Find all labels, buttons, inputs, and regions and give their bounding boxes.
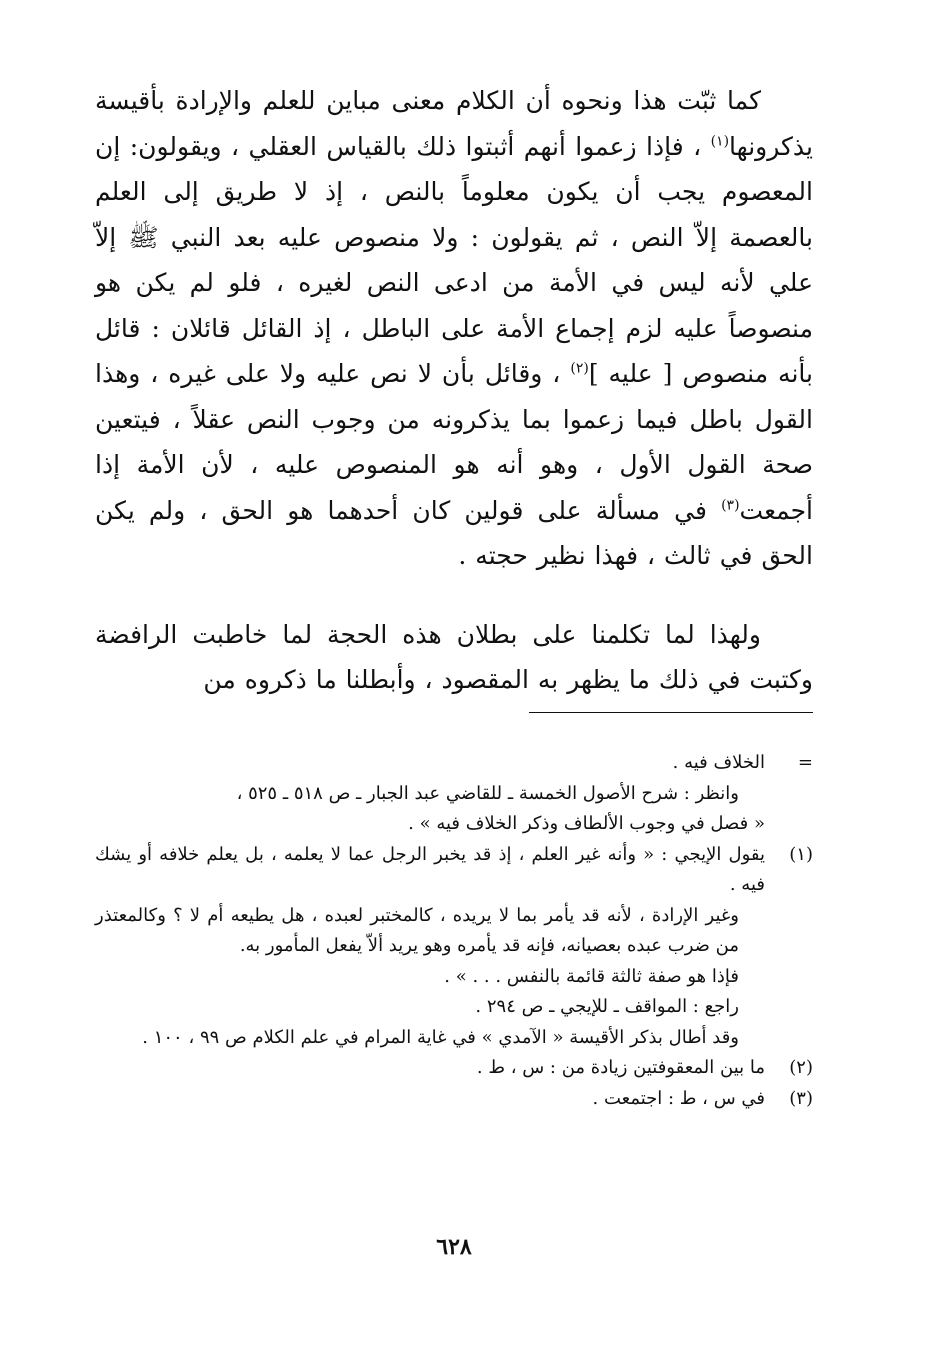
footnote-text: ما بين المعقوفتين زيادة من : س ، ط . <box>476 1057 765 1078</box>
footnote-separator <box>529 712 813 713</box>
paragraph-1-part-c: ، وقائل بأن لا نص عليه ولا على غيره ، وهذا القول باطل فيما زعموا بما يذكرونه من وجوب النص عقلاً ، فيتعين صحة القول الأول ، وهو أنه هو المنصوص عليه ، لأن الأمة إذا أجمعت <box>95 359 813 525</box>
footnote-text: فإذا هو صفة ثالثة قائمة بالنفس . . . » . <box>444 965 739 987</box>
continuation-mark: = <box>797 752 813 773</box>
footnote-ref-2: (٢) <box>570 360 589 377</box>
footnote-ref-3: (٣) <box>721 497 740 514</box>
footnote-continuation <box>95 748 813 840</box>
continuation-line: الخلاف فيه . <box>672 752 765 773</box>
footnote-number: (٣) <box>789 1087 813 1109</box>
footnote-number: (١) <box>789 843 813 865</box>
paragraph-1-part-a: كما ثبّت هذا ونحوه أن الكلام معنى مباين للعلم والإرادة بأقيسة يذكرونها <box>95 86 813 161</box>
footnote-1 <box>95 840 813 1054</box>
book-page <box>95 70 813 1300</box>
continuation-line: وانظر : شرح الأصول الخمسة ـ للقاضي عبد الجبار ـ ص ٥١٨ ـ ٥٢٥ ، <box>236 782 739 804</box>
footnote-text: وغير الإرادة ، لأنه قد يأمر بما لا يريده ، كالمختبر لعبده ، هل يطيعه أم لا ؟ وكالمعتذر من ضرب عبده بعصيانه، فإنه قد يأمره وهو يريد ألاّ يفعل المأمور به. <box>95 904 739 956</box>
footnote-text: في س ، ط : اجتمعت . <box>592 1087 765 1109</box>
footnotes <box>95 748 813 1114</box>
main-text <box>95 78 813 703</box>
paragraph-1-part-b: ، فإذا زعموا أنهم أثبتوا ذلك بالقياس العقلي ، ويقولون: إن المعصوم يجب أن يكون معلوماً بالنص ، إذ لا طريق إلى العلم بالعصمة إلاّ النص ، ثم يقولون : ولا منصوص عليه بعد النبي ﷺ إلاّ علي لأنه ليس في الأمة من ادعى النص لغيره ، فلو لم يكن هو منصوصاً عليه لزم إجماع الأمة على الباطل ، إذ القائل قائلان : قائل بأنه منصوص [ عليه ] <box>95 131 813 388</box>
page-number: ٦٢٨ <box>436 1234 472 1260</box>
footnote-number: (٢) <box>789 1057 813 1078</box>
paragraph-1 <box>95 78 813 579</box>
footnote-text: وقد أطال بذكر الأقيسة « الآمدي » في غاية المرام في علم الكلام ص ٩٩ ، ١٠٠ . <box>142 1026 739 1048</box>
paragraph-2: ولهذا لما تكلمنا على بطلان هذه الحجة لما خاطبت الرافضة وكتبت في ذلك ما يظهر به المقصود ، وأبطلنا ما ذكروه من <box>95 619 813 694</box>
continuation-line: « فصل في وجوب الألطاف وذكر الخلاف فيه » . <box>408 813 765 834</box>
footnote-text: يقول الإيجي : « وأنه غير العلم ، إذ قد يخبر الرجل عما لا يعلمه ، بل يعلم خلافه أو يشك فيه . <box>95 843 765 895</box>
footnote-2 <box>95 1053 813 1084</box>
footnote-text: راجع : المواقف ـ للإيجي ـ ص ٢٩٤ . <box>475 996 739 1017</box>
paragraph-1-part-d: في مسألة على قولين كان أحدهما هو الحق ، ولم يكن الحق في ثالث ، فهذا نظير حجته . <box>95 495 813 570</box>
footnote-3 <box>95 1084 813 1115</box>
footnote-ref-1: (١) <box>710 133 730 150</box>
